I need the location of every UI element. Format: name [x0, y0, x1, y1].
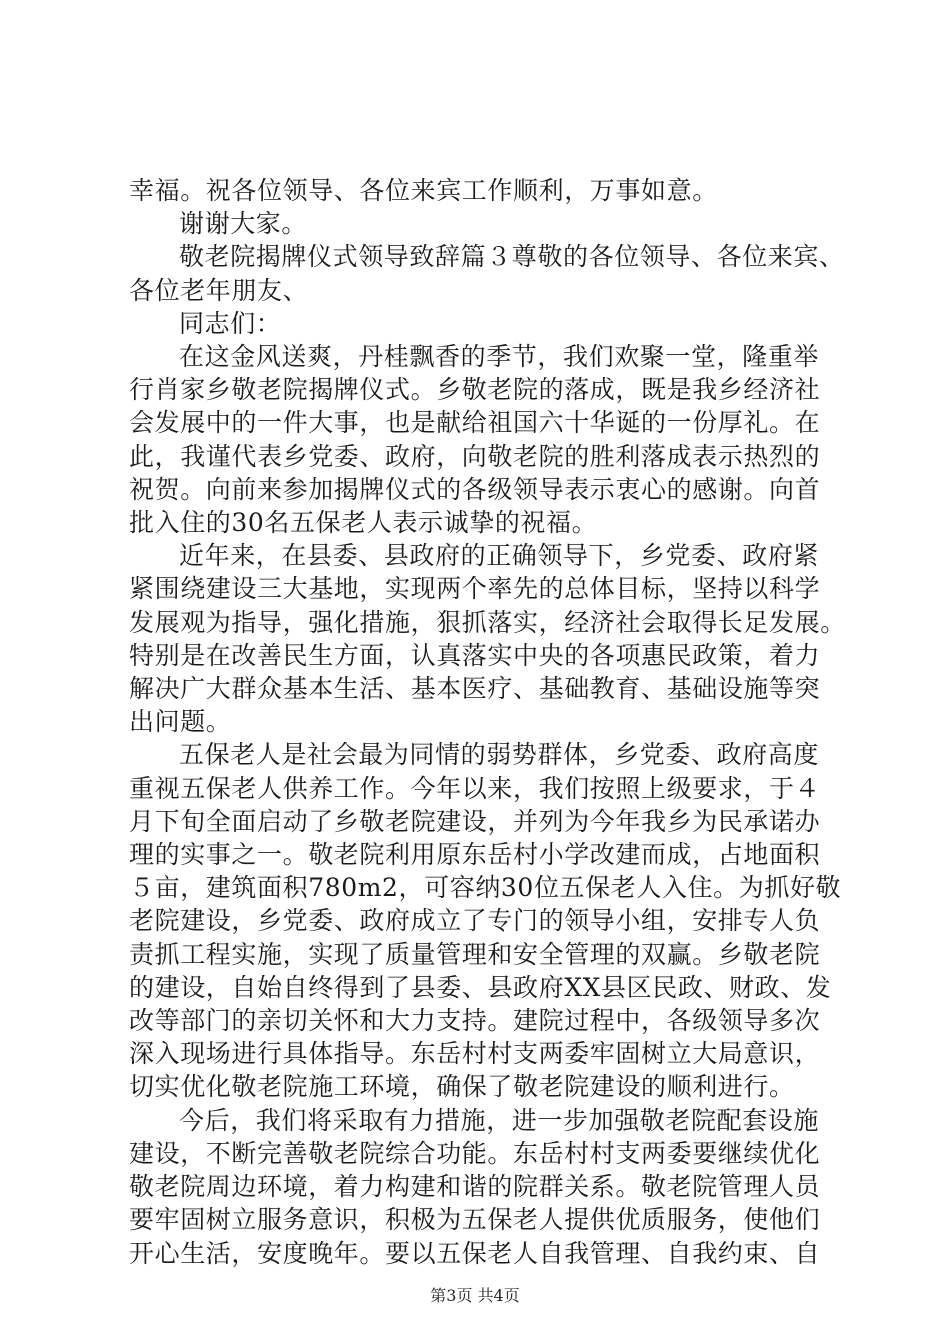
- text-line: 责抓工程实施，实现了质量管理和安全管理的双赢。乡敬老院: [129, 939, 821, 969]
- text-line: 幸福。祝各位领导、各位来宾工作顺利，万事如意。: [129, 176, 718, 205]
- text-line: 在这金风送爽，丹桂飘香的季节，我们欢聚一堂，隆重举: [179, 342, 820, 372]
- page-footer: 第3页 共4页: [430, 1286, 520, 1305]
- text-line: 改等部门的亲切关怀和大力支持。建院过程中，各级领导多次: [129, 1006, 821, 1036]
- text-line: 敬老院周边环境，着力构建和谐的院群关系。敬老院管理人员: [129, 1172, 821, 1202]
- text-line: 解决广大群众基本生活、基本医疗、基础教育、基础设施等突: [129, 674, 821, 704]
- text-line: 特别是在改善民生方面，认真落实中央的各项惠民政策，着力: [129, 640, 821, 670]
- text-line: 谢谢大家。: [179, 209, 308, 239]
- text-line: 月下旬全面启动了乡敬老院建设，并列为今年我乡为民承诺办: [129, 806, 821, 836]
- text-line: 开心生活，安度晚年。要以五保老人自我管理、自我约束、自: [129, 1238, 821, 1268]
- text-line: 敬老院揭牌仪式领导致辞篇３尊敬的各位领导、各位来宾、: [179, 242, 845, 272]
- text-line: 发展观为指导，强化措施，狠抓落实，经济社会取得长足发展。: [129, 607, 846, 637]
- text-line: 祝贺。向前来参加揭牌仪式的各级领导表示衷心的感谢。向首: [129, 474, 821, 504]
- text-line: 理的实事之一。敬老院利用原东岳村小学改建而成，占地面积: [129, 840, 821, 870]
- text-line: 行肖家乡敬老院揭牌仪式。乡敬老院的落成，既是我乡经济社: [129, 375, 821, 405]
- text-line: 近年来，在县委、县政府的正确领导下，乡党委、政府紧: [179, 541, 820, 571]
- text-line: 五保老人是社会最为同情的弱势群体，乡党委、政府高度: [179, 740, 820, 770]
- text-line: 重视五保老人供养工作。今年以来，我们按照上级要求，于４: [129, 773, 821, 803]
- text-line: 紧围绕建设三大基地，实现两个率先的总体目标，坚持以科学: [129, 574, 821, 604]
- document-lines: [129, 174, 846, 1270]
- text-line: 的建设，自始自终得到了县委、县政府XX县区民政、财政、发: [129, 972, 832, 1002]
- text-line: 要牢固树立服务意识，积极为五保老人提供优质服务，使他们: [129, 1205, 821, 1235]
- text-line: 批入住的30名五保老人表示诚挚的祝福。: [129, 508, 598, 538]
- text-line: 老院建设，乡党委、政府成立了专门的领导小组，安排专人负: [129, 906, 821, 936]
- text-line: 此，我谨代表乡党委、政府，向敬老院的胜利落成表示热烈的: [129, 441, 821, 471]
- text-line: 出问题。: [129, 707, 232, 737]
- text-line: 深入现场进行具体指导。东岳村村支两委牢固树立大局意识，: [129, 1039, 821, 1069]
- text-line: 建设，不断完善敬老院综合功能。东岳村村支两委要继续优化: [129, 1138, 821, 1168]
- text-line: 同志们：: [179, 308, 282, 338]
- text-line: 切实优化敬老院施工环境，确保了敬老院建设的顺利进行。: [129, 1072, 795, 1102]
- text-line: 会发展中的一件大事，也是献给祖国六十华诞的一份厚礼。在: [129, 408, 821, 438]
- document-body: [129, 174, 846, 1270]
- text-line: 今后，我们将采取有力措施，进一步加强敬老院配套设施: [179, 1105, 820, 1135]
- text-line: ５亩，建筑面积780m2，可容纳30位五保老人入住。为抓好敬: [129, 873, 842, 903]
- text-line: 各位老年朋友、: [129, 275, 309, 305]
